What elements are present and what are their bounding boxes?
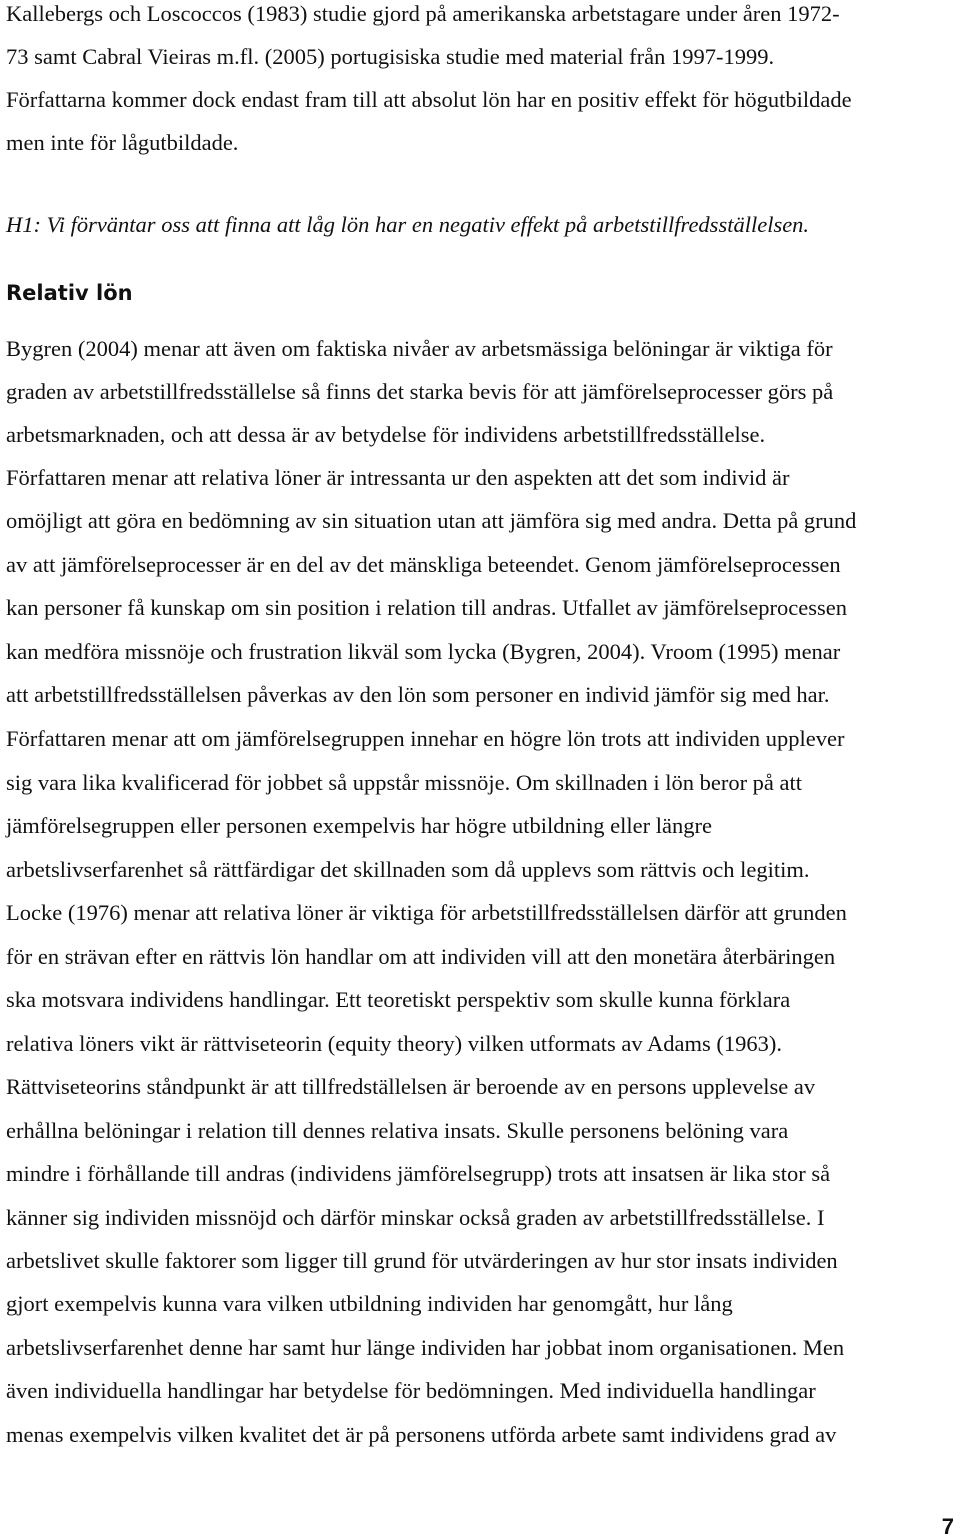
body-line: Bygren (2004) menar att även om faktiska nivåer av arbetsmässiga belöningar är viktiga för <box>6 336 833 361</box>
body-line: jämförelsegruppen eller personen exempelvis har högre utbildning eller längre <box>6 813 712 838</box>
intro-line: 73 samt Cabral Vieiras m.fl. (2005) portugisiska studie med material från 1997-1999. <box>6 44 775 69</box>
body-line: arbetslivserfarenhet denne har samt hur länge individen har jobbat inom organisationen. Men <box>6 1335 845 1360</box>
body-line: kan medföra missnöje och frustration likväl som lycka (Bygren, 2004). Vroom (1995) menar <box>6 639 841 664</box>
page-number: 7 <box>941 1514 954 1539</box>
body-line: kan personer få kunskap om sin position i relation till andras. Utfallet av jämförelseprocessen <box>6 595 848 620</box>
intro-line: men inte för lågutbildade. <box>6 130 239 155</box>
intro-line: Författarna kommer dock endast fram till att absolut lön har en positiv effekt för högutbildade <box>6 87 852 112</box>
body-line: gjort exempelvis kunna vara vilken utbildning individen har genomgått, hur lång <box>6 1291 733 1316</box>
body-line: Författaren menar att om jämförelsegruppen innehar en högre lön trots att individen upplever <box>6 726 845 751</box>
body-line: ska motsvara individens handlingar. Ett teoretiskt perspektiv som skulle kunna förklara <box>6 987 791 1012</box>
body-line: mindre i förhållande till andras (individens jämförelsegrupp) trots att insatsen är lika stor så <box>6 1161 831 1186</box>
body-line: att arbetstillfredsställelsen påverkas av den lön som personer en individ jämför sig med har. <box>6 682 830 707</box>
hypothesis-h1: H1: Vi förväntar oss att finna att låg lön har en negativ effekt på arbetstillfredsställelsen. <box>6 212 810 237</box>
body-line: arbetsmarknaden, och att dessa är av betydelse för individens arbetstillfredsställelse. <box>6 422 766 447</box>
body-line: även individuella handlingar har betydelse för bedömningen. Med individuella handlingar <box>6 1378 816 1403</box>
intro-line: Kallebergs och Loscoccos (1983) studie gjord på amerikanska arbetstagare under åren 1972- <box>6 1 840 26</box>
body-line: Rättviseteorins ståndpunkt är att tillfredställelsen är beroende av en persons upplevelse av <box>6 1074 816 1099</box>
body-line: menas exempelvis vilken kvalitet det är på personens utförda arbete samt individens grad av <box>6 1422 837 1447</box>
body-line: relativa löners vikt är rättviseteorin (equity theory) vilken utformats av Adams (1963). <box>6 1031 783 1056</box>
body-line: erhållna belöningar i relation till dennes relativa insats. Skulle personens belöning vara <box>6 1118 789 1143</box>
body-line: för en strävan efter en rättvis lön handlar om att individen vill att den monetära återbäringen <box>6 944 836 969</box>
section-heading: Relativ lön <box>6 281 133 305</box>
body-line: omöjligt att göra en bedömning av sin situation utan att jämföra sig med andra. Detta på grund <box>6 508 857 533</box>
body-line: Locke (1976) menar att relativa löner är viktiga för arbetstillfredsställelsen därför att grunden <box>6 900 847 925</box>
body-line: graden av arbetstillfredsställelse så finns det starka bevis för att jämförelseprocesser görs på <box>6 379 834 404</box>
body-line: känner sig individen missnöjd och därför minskar också graden av arbetstillfredsställelse. I <box>6 1205 825 1230</box>
body-line: arbetslivserfarenhet så rättfärdigar det skillnaden som då upplevs som rättvis och legitim. <box>6 857 810 882</box>
body-line: sig vara lika kvalificerad för jobbet så uppstår missnöje. Om skillnaden i lön beror på att <box>6 770 803 795</box>
body-line: av att jämförelseprocesser är en del av det mänskliga beteendet. Genom jämförelseprocessen <box>6 552 841 577</box>
body-line: arbetslivet skulle faktorer som ligger till grund för utvärderingen av hur stor insats individen <box>6 1248 838 1273</box>
body-line: Författaren menar att relativa löner är intressanta ur den aspekten att det som individ är <box>6 465 790 490</box>
